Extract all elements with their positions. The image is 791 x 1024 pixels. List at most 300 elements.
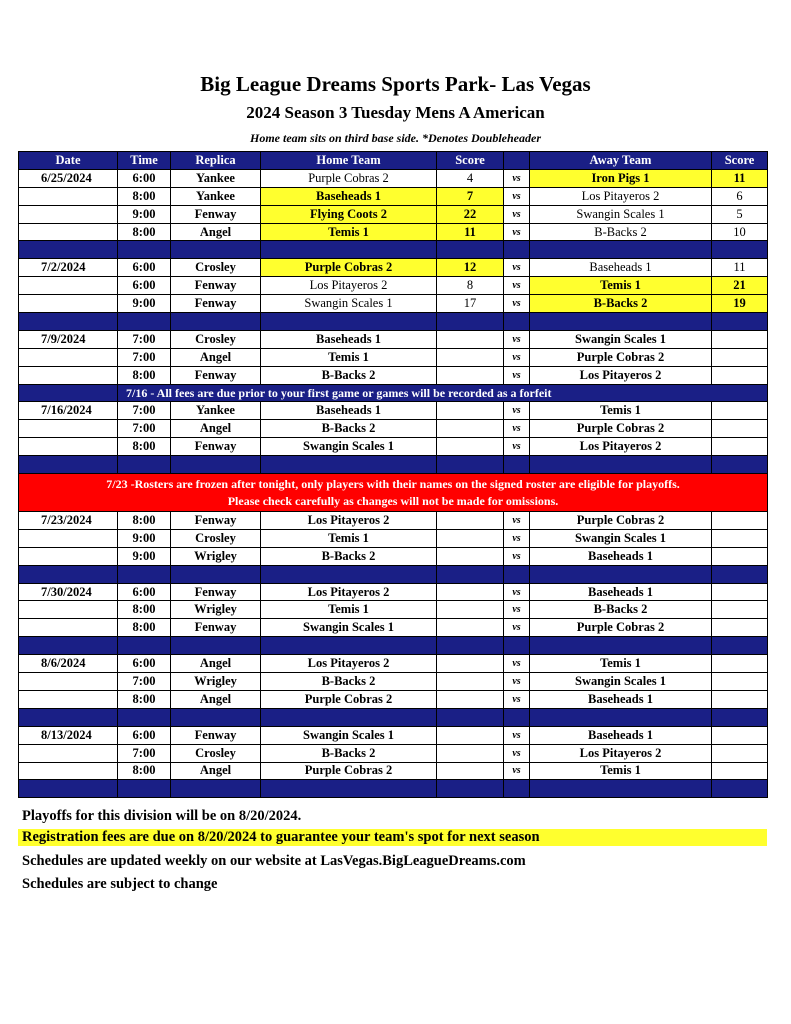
vs-label: vs	[504, 223, 530, 241]
home-score	[437, 583, 504, 601]
schedule-body	[19, 152, 768, 798]
game-row	[19, 295, 768, 313]
separator-cell	[530, 241, 712, 259]
away-score	[712, 420, 768, 438]
game-time: 6:00	[118, 583, 171, 601]
game-time: 8:00	[118, 690, 171, 708]
game-row	[19, 438, 768, 456]
roster-alert-line1: 7/23 -Rosters are frozen after tonight, only players with their names on the signed roster are eligible for playoffs.	[106, 476, 680, 491]
away-score	[712, 348, 768, 366]
separator-cell	[19, 313, 118, 331]
game-row	[19, 655, 768, 673]
home-team: B-Backs 2	[261, 366, 437, 384]
separator-cell	[530, 708, 712, 726]
game-date	[19, 366, 118, 384]
vs-label: vs	[504, 583, 530, 601]
game-field: Wrigley	[171, 673, 261, 691]
game-time: 8:00	[118, 762, 171, 780]
game-row	[19, 187, 768, 205]
spacer-cell	[19, 384, 118, 402]
game-field: Fenway	[171, 205, 261, 223]
week-separator	[19, 780, 768, 798]
game-time: 6:00	[118, 169, 171, 187]
home-team: Temis 1	[261, 529, 437, 547]
roster-alert-text	[19, 474, 768, 512]
vs-label: vs	[504, 420, 530, 438]
away-team: Purple Cobras 2	[530, 420, 712, 438]
separator-cell	[504, 313, 530, 331]
game-time: 7:00	[118, 420, 171, 438]
col-header-away-team: Away Team	[530, 152, 712, 170]
separator-cell	[504, 780, 530, 798]
game-field: Fenway	[171, 277, 261, 295]
separator-cell	[504, 708, 530, 726]
away-team: Baseheads 1	[530, 726, 712, 744]
vs-label: vs	[504, 655, 530, 673]
away-score: 5	[712, 205, 768, 223]
game-date	[19, 187, 118, 205]
home-team: Baseheads 1	[261, 187, 437, 205]
roster-alert	[19, 474, 768, 512]
home-team: Temis 1	[261, 223, 437, 241]
page-subtitle: 2024 Season 3 Tuesday Mens A American	[246, 103, 545, 122]
game-row	[19, 330, 768, 348]
separator-cell	[504, 241, 530, 259]
vs-label: vs	[504, 169, 530, 187]
game-row	[19, 744, 768, 762]
away-score: 11	[712, 169, 768, 187]
separator-cell	[712, 313, 768, 331]
separator-cell	[530, 313, 712, 331]
game-time: 8:00	[118, 512, 171, 530]
separator-cell	[530, 780, 712, 798]
col-header-time: Time	[118, 152, 171, 170]
col-header-replica: Replica	[171, 152, 261, 170]
game-date: 7/2/2024	[19, 259, 118, 277]
game-field: Angel	[171, 348, 261, 366]
home-score	[437, 547, 504, 565]
separator-cell	[712, 637, 768, 655]
away-team: Swangin Scales 1	[530, 330, 712, 348]
away-score	[712, 583, 768, 601]
away-team: Los Pitayeros 2	[530, 744, 712, 762]
week-separator	[19, 637, 768, 655]
game-row	[19, 205, 768, 223]
game-field: Wrigley	[171, 601, 261, 619]
home-team: Los Pitayeros 2	[261, 512, 437, 530]
separator-cell	[437, 637, 504, 655]
separator-cell	[261, 637, 437, 655]
away-team: B-Backs 2	[530, 223, 712, 241]
game-time: 9:00	[118, 295, 171, 313]
away-team: Swangin Scales 1	[530, 673, 712, 691]
separator-cell	[712, 780, 768, 798]
col-header-home-score: Score	[437, 152, 504, 170]
game-date	[19, 420, 118, 438]
away-team: Swangin Scales 1	[530, 529, 712, 547]
game-field: Yankee	[171, 187, 261, 205]
game-time: 7:00	[118, 402, 171, 420]
game-field: Fenway	[171, 366, 261, 384]
home-team: Swangin Scales 1	[261, 438, 437, 456]
away-team: B-Backs 2	[530, 601, 712, 619]
week-separator	[19, 456, 768, 474]
game-date	[19, 547, 118, 565]
home-score	[437, 348, 504, 366]
schedule-note: Home team sits on third base side. *Denotes Doubleheader	[250, 131, 541, 145]
vs-label: vs	[504, 348, 530, 366]
game-time: 9:00	[118, 529, 171, 547]
away-score	[712, 762, 768, 780]
separator-cell	[261, 241, 437, 259]
away-team: Los Pitayeros 2	[530, 187, 712, 205]
separator-cell	[19, 565, 118, 583]
away-score	[712, 547, 768, 565]
separator-cell	[171, 313, 261, 331]
separator-cell	[504, 637, 530, 655]
game-date	[19, 744, 118, 762]
game-field: Fenway	[171, 512, 261, 530]
game-row	[19, 169, 768, 187]
game-date: 8/13/2024	[19, 726, 118, 744]
vs-label: vs	[504, 366, 530, 384]
vs-label: vs	[504, 762, 530, 780]
schedule-table	[18, 151, 768, 798]
separator-cell	[437, 708, 504, 726]
vs-label: vs	[504, 547, 530, 565]
game-row	[19, 223, 768, 241]
game-time: 7:00	[118, 348, 171, 366]
game-row	[19, 583, 768, 601]
vs-label: vs	[504, 205, 530, 223]
game-date	[19, 601, 118, 619]
home-team: Los Pitayeros 2	[261, 583, 437, 601]
away-team: Baseheads 1	[530, 259, 712, 277]
week-separator	[19, 708, 768, 726]
vs-label: vs	[504, 512, 530, 530]
home-score	[437, 512, 504, 530]
away-score: 10	[712, 223, 768, 241]
game-time: 8:00	[118, 438, 171, 456]
away-team: Purple Cobras 2	[530, 512, 712, 530]
col-header-vs	[504, 152, 530, 170]
away-team: Los Pitayeros 2	[530, 366, 712, 384]
vs-label: vs	[504, 277, 530, 295]
away-team: B-Backs 2	[530, 295, 712, 313]
game-date	[19, 277, 118, 295]
away-score	[712, 601, 768, 619]
game-field: Fenway	[171, 583, 261, 601]
game-field: Angel	[171, 690, 261, 708]
vs-label: vs	[504, 619, 530, 637]
home-score	[437, 744, 504, 762]
game-field: Angel	[171, 420, 261, 438]
home-score	[437, 529, 504, 547]
game-time: 9:00	[118, 205, 171, 223]
vs-label: vs	[504, 529, 530, 547]
home-team: Purple Cobras 2	[261, 690, 437, 708]
separator-cell	[530, 637, 712, 655]
vs-label: vs	[504, 259, 530, 277]
game-row	[19, 619, 768, 637]
vs-label: vs	[504, 295, 530, 313]
vs-label: vs	[504, 690, 530, 708]
away-score	[712, 655, 768, 673]
home-score: 4	[437, 169, 504, 187]
away-team: Purple Cobras 2	[530, 619, 712, 637]
home-score: 17	[437, 295, 504, 313]
separator-cell	[118, 241, 171, 259]
change-note: Schedules are subject to change	[22, 876, 218, 892]
game-time: 9:00	[118, 547, 171, 565]
game-date: 7/16/2024	[19, 402, 118, 420]
home-score: 22	[437, 205, 504, 223]
separator-cell	[171, 780, 261, 798]
game-row	[19, 348, 768, 366]
week-separator	[19, 565, 768, 583]
home-team: Swangin Scales 1	[261, 295, 437, 313]
separator-cell	[437, 313, 504, 331]
vs-label: vs	[504, 673, 530, 691]
away-score	[712, 690, 768, 708]
separator-cell	[171, 456, 261, 474]
website-note: Schedules are updated weekly on our website at LasVegas.BigLeagueDreams.com	[22, 853, 526, 869]
home-score	[437, 762, 504, 780]
away-score	[712, 366, 768, 384]
game-row	[19, 762, 768, 780]
away-score	[712, 512, 768, 530]
away-team: Baseheads 1	[530, 583, 712, 601]
home-score	[437, 402, 504, 420]
game-date: 7/23/2024	[19, 512, 118, 530]
separator-cell	[118, 313, 171, 331]
game-time: 6:00	[118, 655, 171, 673]
game-date	[19, 223, 118, 241]
home-team: Purple Cobras 2	[261, 762, 437, 780]
playoffs-note: Playoffs for this division will be on 8/20/2024.	[22, 808, 302, 824]
game-field: Crosley	[171, 259, 261, 277]
game-field: Fenway	[171, 726, 261, 744]
game-time: 8:00	[118, 366, 171, 384]
home-score: 11	[437, 223, 504, 241]
away-score	[712, 330, 768, 348]
game-date	[19, 348, 118, 366]
away-team: Baseheads 1	[530, 690, 712, 708]
game-row	[19, 512, 768, 530]
game-time: 7:00	[118, 673, 171, 691]
separator-cell	[504, 565, 530, 583]
game-field: Fenway	[171, 438, 261, 456]
away-team: Temis 1	[530, 762, 712, 780]
game-date	[19, 762, 118, 780]
separator-cell	[118, 565, 171, 583]
game-field: Crosley	[171, 744, 261, 762]
game-date: 7/30/2024	[19, 583, 118, 601]
game-date	[19, 690, 118, 708]
separator-cell	[118, 456, 171, 474]
home-score	[437, 619, 504, 637]
game-time: 8:00	[118, 187, 171, 205]
home-team: Baseheads 1	[261, 330, 437, 348]
home-team: Baseheads 1	[261, 402, 437, 420]
vs-label: vs	[504, 601, 530, 619]
game-field: Crosley	[171, 529, 261, 547]
vs-label: vs	[504, 402, 530, 420]
separator-cell	[437, 241, 504, 259]
game-row	[19, 366, 768, 384]
home-score: 8	[437, 277, 504, 295]
separator-cell	[171, 708, 261, 726]
separator-cell	[261, 313, 437, 331]
game-field: Angel	[171, 762, 261, 780]
game-date	[19, 438, 118, 456]
game-date	[19, 619, 118, 637]
col-header-home-team: Home Team	[261, 152, 437, 170]
home-score	[437, 673, 504, 691]
game-field: Angel	[171, 655, 261, 673]
separator-cell	[712, 708, 768, 726]
home-team: B-Backs 2	[261, 744, 437, 762]
game-time: 7:00	[118, 330, 171, 348]
home-team: Swangin Scales 1	[261, 726, 437, 744]
home-score	[437, 366, 504, 384]
vs-label: vs	[504, 330, 530, 348]
game-field: Yankee	[171, 169, 261, 187]
game-date: 7/9/2024	[19, 330, 118, 348]
game-row	[19, 420, 768, 438]
separator-cell	[712, 456, 768, 474]
game-date	[19, 295, 118, 313]
away-score	[712, 529, 768, 547]
game-field: Yankee	[171, 402, 261, 420]
away-score: 21	[712, 277, 768, 295]
home-team: B-Backs 2	[261, 673, 437, 691]
away-team: Baseheads 1	[530, 547, 712, 565]
separator-cell	[171, 241, 261, 259]
game-field: Wrigley	[171, 547, 261, 565]
home-team: Purple Cobras 2	[261, 259, 437, 277]
game-row	[19, 277, 768, 295]
game-row	[19, 402, 768, 420]
fee-banner-text: 7/16 - All fees are due prior to your first game or games will be recorded as a forfeit	[118, 384, 768, 402]
separator-cell	[712, 565, 768, 583]
separator-cell	[530, 456, 712, 474]
separator-cell	[171, 565, 261, 583]
away-team: Iron Pigs 1	[530, 169, 712, 187]
home-score	[437, 601, 504, 619]
home-team: Temis 1	[261, 348, 437, 366]
separator-cell	[19, 708, 118, 726]
separator-cell	[437, 780, 504, 798]
game-field: Crosley	[171, 330, 261, 348]
game-row	[19, 690, 768, 708]
vs-label: vs	[504, 726, 530, 744]
game-date	[19, 529, 118, 547]
home-score: 12	[437, 259, 504, 277]
home-score	[437, 655, 504, 673]
vs-label: vs	[504, 744, 530, 762]
header-row	[19, 152, 768, 170]
vs-label: vs	[504, 438, 530, 456]
away-score	[712, 402, 768, 420]
away-score	[712, 438, 768, 456]
separator-cell	[19, 637, 118, 655]
home-score: 7	[437, 187, 504, 205]
vs-label: vs	[504, 187, 530, 205]
separator-cell	[118, 708, 171, 726]
game-field: Fenway	[171, 295, 261, 313]
game-date: 6/25/2024	[19, 169, 118, 187]
game-time: 8:00	[118, 619, 171, 637]
separator-cell	[437, 456, 504, 474]
away-team: Purple Cobras 2	[530, 348, 712, 366]
away-team: Temis 1	[530, 402, 712, 420]
separator-cell	[171, 637, 261, 655]
home-team: B-Backs 2	[261, 420, 437, 438]
away-score: 11	[712, 259, 768, 277]
separator-cell	[437, 565, 504, 583]
week-separator	[19, 313, 768, 331]
registration-note: Registration fees are due on 8/20/2024 to guarantee your team's spot for next season	[18, 829, 767, 846]
home-team: Swangin Scales 1	[261, 619, 437, 637]
col-header-away-score: Score	[712, 152, 768, 170]
home-team: Flying Coots 2	[261, 205, 437, 223]
game-time: 6:00	[118, 277, 171, 295]
home-score	[437, 438, 504, 456]
game-date: 8/6/2024	[19, 655, 118, 673]
game-time: 8:00	[118, 601, 171, 619]
game-row	[19, 529, 768, 547]
game-field: Angel	[171, 223, 261, 241]
game-time: 6:00	[118, 726, 171, 744]
away-score	[712, 744, 768, 762]
separator-cell	[261, 780, 437, 798]
separator-cell	[261, 456, 437, 474]
home-score	[437, 726, 504, 744]
game-time: 8:00	[118, 223, 171, 241]
week-separator	[19, 241, 768, 259]
home-score	[437, 690, 504, 708]
separator-cell	[19, 456, 118, 474]
game-row	[19, 547, 768, 565]
away-score	[712, 726, 768, 744]
game-date	[19, 205, 118, 223]
col-header-date: Date	[19, 152, 118, 170]
home-team: Temis 1	[261, 601, 437, 619]
game-time: 7:00	[118, 744, 171, 762]
separator-cell	[118, 637, 171, 655]
separator-cell	[261, 708, 437, 726]
away-score	[712, 673, 768, 691]
home-team: Purple Cobras 2	[261, 169, 437, 187]
home-team: Los Pitayeros 2	[261, 277, 437, 295]
away-score: 19	[712, 295, 768, 313]
separator-cell	[530, 565, 712, 583]
away-score	[712, 619, 768, 637]
separator-cell	[19, 241, 118, 259]
separator-cell	[118, 780, 171, 798]
game-row	[19, 601, 768, 619]
home-team: B-Backs 2	[261, 547, 437, 565]
away-score: 6	[712, 187, 768, 205]
away-team: Temis 1	[530, 277, 712, 295]
home-score	[437, 330, 504, 348]
away-team: Temis 1	[530, 655, 712, 673]
roster-alert-line2: Please check carefully as changes will not be made for omissions.	[227, 493, 559, 508]
separator-cell	[712, 241, 768, 259]
game-row	[19, 259, 768, 277]
page-title: Big League Dreams Sports Park- Las Vegas	[200, 72, 591, 96]
